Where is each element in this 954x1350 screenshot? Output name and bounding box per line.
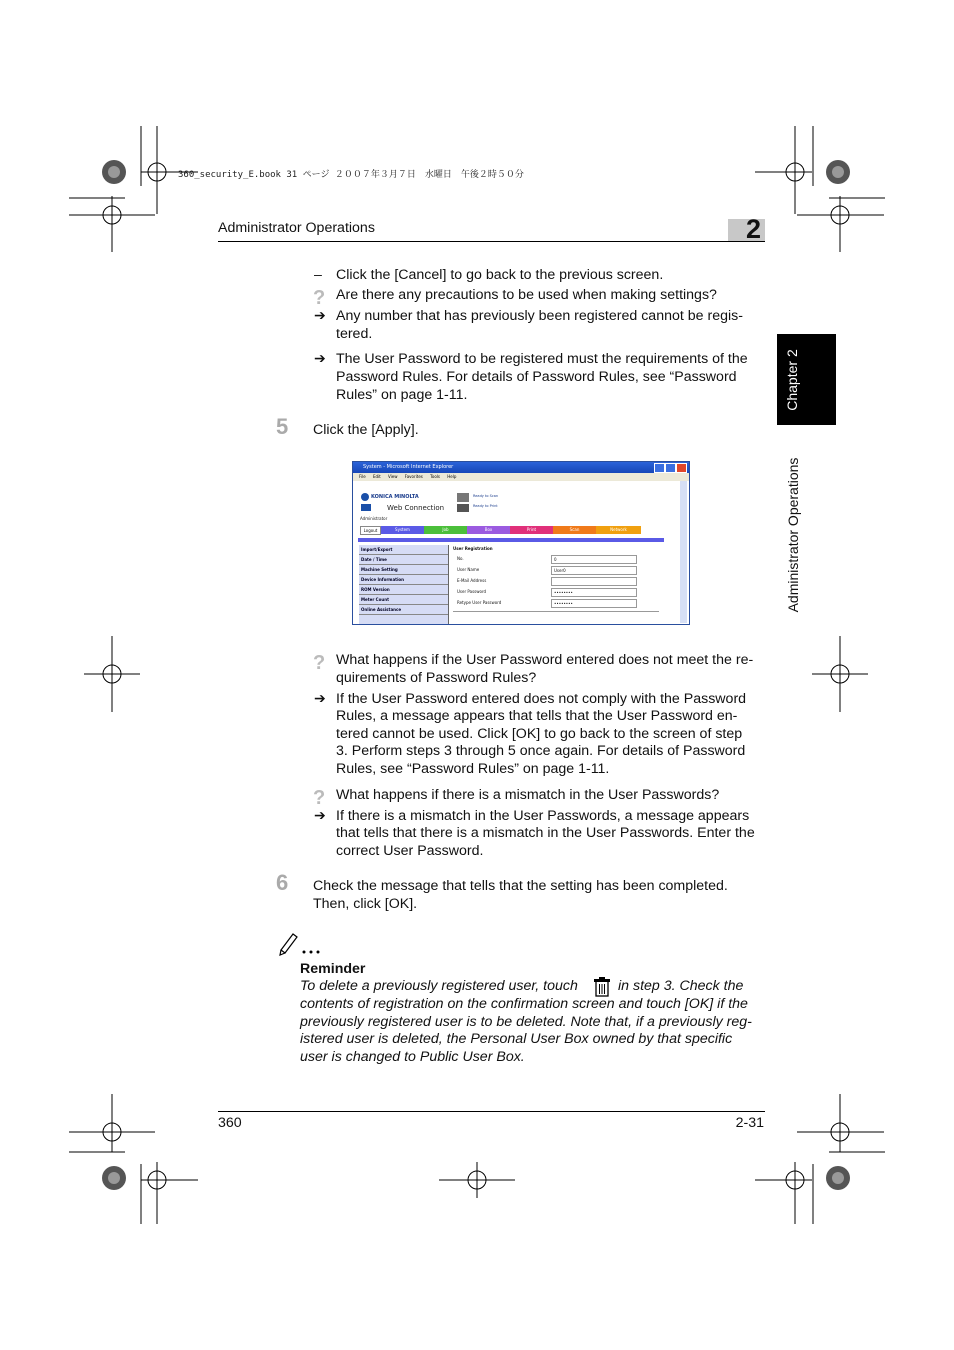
menu-bar <box>353 473 689 481</box>
question-icon: ? <box>313 652 326 674</box>
nav-item: Import/Export <box>359 545 448 555</box>
minimize-icon <box>654 463 665 473</box>
tab-underline <box>358 538 664 542</box>
menu-help: Help <box>447 474 457 479</box>
answer-arrow-icon: ➔ <box>314 351 326 367</box>
reminder-line-1a: To delete a previously registered user, touch <box>300 978 578 994</box>
step-6-line-1: Check the message that tells that the setting has been completed. <box>313 878 728 894</box>
registration-crosshair-r1 <box>797 196 884 252</box>
form-row <box>453 597 665 608</box>
field-label: E-Mail Address <box>457 578 487 583</box>
form-title: User Registration <box>453 546 493 551</box>
reminder-line-3: previously registered user is to be deleted. Note that, if a previously reg- <box>300 1014 752 1030</box>
nav-item: Device Information <box>359 575 448 585</box>
answer-2-line-5: Rules, see “Password Rules” on page 1-11. <box>336 761 610 777</box>
reminder-title: Reminder <box>300 961 366 977</box>
footer-rule <box>218 1111 765 1112</box>
field-label: No. <box>457 556 464 561</box>
answer-arrow-icon: ➔ <box>314 691 326 707</box>
maximize-icon <box>665 463 676 473</box>
reminder-line-1b: in step 3. Check the <box>618 978 744 994</box>
reminder-line-4: istered user is deleted, the Personal User Box owned by that specific <box>300 1031 733 1047</box>
printer-icon <box>457 504 469 512</box>
menu-view: View <box>388 474 398 479</box>
registration-crosshair-bl <box>141 1162 198 1224</box>
answer-3-line-2: that tells that there is a mismatch in the User Passwords. Enter the <box>336 825 755 841</box>
field-label: User Password <box>457 589 487 594</box>
question-2-line-2: quirements of Password Rules? <box>336 670 537 686</box>
answer-1b-line-1: The User Password to be registered must the requirements of the <box>336 351 748 367</box>
tab-system: System <box>381 526 424 534</box>
form-row <box>453 586 665 597</box>
tab-job: Job <box>424 526 467 534</box>
step-number: 5 <box>276 414 289 439</box>
step-6-line-2: Then, click [OK]. <box>313 896 418 912</box>
question-icon: ? <box>313 287 326 309</box>
trash-icon <box>593 976 611 998</box>
registration-crosshair-r2 <box>812 636 868 712</box>
question-1: Are there any precautions to be used when making settings? <box>336 287 717 303</box>
menu-edit: Edit <box>372 474 381 479</box>
section-side-label: Administrator Operations <box>785 457 801 613</box>
registration-crosshair-br <box>755 1162 812 1224</box>
tab-print: Print <box>510 526 553 534</box>
question-2-line-1: What happens if the User Password entered does not meet the re- <box>336 652 754 668</box>
print-info: 360_security_E.book 31 ページ ２００７年３月７日 水曜日 午後２時５０分 <box>178 170 524 180</box>
tab-box: Box <box>467 526 510 534</box>
registration-crosshair-r3 <box>797 1094 884 1152</box>
menu-file: File <box>359 474 366 479</box>
nav-item: Machine Setting <box>359 565 448 575</box>
page-number: 2-31 <box>735 1115 764 1131</box>
menu-tools: Tools <box>430 474 441 479</box>
form-rule <box>453 611 659 612</box>
scanner-icon <box>457 493 469 502</box>
question-icon: ? <box>313 787 326 809</box>
chapter-side-label: Chapter 2 <box>784 349 800 411</box>
step-number: 6 <box>276 870 289 895</box>
tab-scan: Scan <box>553 526 596 534</box>
nav-item: Online Assistance <box>359 605 448 615</box>
logout-button: Logout <box>360 526 381 535</box>
answer-2-line-4: 3. Perform steps 3 through 5 once again. For details of Password <box>336 743 746 759</box>
browser-screenshot <box>352 461 690 625</box>
answer-1b-line-3: Rules” on page 1-11. <box>336 387 468 403</box>
form-row <box>453 564 665 575</box>
registration-crosshair-l1 <box>69 196 155 252</box>
form-row <box>453 575 665 586</box>
left-nav <box>359 545 449 624</box>
nav-item: Meter Count <box>359 595 448 605</box>
pagescope-icon <box>361 504 371 511</box>
field-input: •••••••• <box>551 588 637 597</box>
brand-name: KONICA MINOLTA <box>371 494 419 500</box>
field-label: Retype User Password <box>457 600 502 605</box>
registration-crosshair-l2 <box>84 636 140 712</box>
status-print: Ready to Print <box>473 504 498 508</box>
tab-network: Network <box>596 526 641 534</box>
chapter-number: 2 <box>746 214 762 244</box>
window-title: System - Microsoft Internet Explorer <box>363 464 454 470</box>
status-scan: Ready to Scan <box>473 494 499 498</box>
menu-favorites: Favorites <box>404 474 423 479</box>
answer-1a-line-1: Any number that has previously been registered cannot be regis- <box>336 308 743 324</box>
brand-logo-icon <box>361 493 369 501</box>
answer-arrow-icon: ➔ <box>314 808 326 824</box>
tab-bar <box>381 526 641 534</box>
close-icon <box>676 463 687 473</box>
reminder-line-5: user is changed to Public User Box. <box>300 1049 525 1065</box>
answer-2-line-1: If the User Password entered does not comply with the Password <box>336 691 747 707</box>
scrollbar <box>680 481 687 623</box>
answer-1b-line-2: Password Rules. For details of Password Rules, see “Password <box>336 369 737 385</box>
header-rule <box>218 241 765 242</box>
field-input: 0 <box>551 555 637 564</box>
reminder-line-2: contents of registration on the confirmation screen and touch [OK] if the <box>300 996 748 1012</box>
answer-1a-line-2: tered. <box>336 326 373 342</box>
registration-crosshair-bc <box>439 1162 515 1198</box>
form-row <box>453 553 665 564</box>
field-input <box>551 577 637 586</box>
nav-item: ROM Version <box>359 585 448 595</box>
answer-3-line-3: correct User Password. <box>336 843 484 859</box>
field-input: •••••••• <box>551 599 637 608</box>
answer-2-line-2: Rules, a message appears that tells that the User Password en- <box>336 708 738 724</box>
question-3: What happens if there is a mismatch in the User Passwords? <box>336 787 720 803</box>
answer-arrow-icon: ➔ <box>314 308 326 324</box>
nav-item: Date / Time <box>359 555 448 565</box>
registration-crosshair-tr <box>755 126 812 214</box>
field-input: User0 <box>551 566 637 575</box>
step-5-text: Click the [Apply]. <box>313 422 419 438</box>
dash-bullet: – <box>314 267 322 283</box>
dash-item-text: Click the [Cancel] to go back to the previous screen. <box>336 267 664 283</box>
field-label: User Name <box>457 567 480 572</box>
product-name: Web Connection <box>387 504 445 512</box>
admin-label: Administrator <box>360 516 388 521</box>
answer-3-line-1: If there is a mismatch in the User Passwords, a message appears <box>336 808 750 824</box>
answer-2-line-3: tered cannot be used. Click [OK] to go back to the screen of step <box>336 726 743 742</box>
footer-model: 360 <box>218 1115 242 1131</box>
registration-crosshair-l3 <box>69 1094 155 1152</box>
user-registration-form <box>453 546 665 612</box>
pencil-note-icon <box>278 930 324 956</box>
running-header: Administrator Operations <box>218 220 375 236</box>
window-title-bar <box>353 462 689 473</box>
